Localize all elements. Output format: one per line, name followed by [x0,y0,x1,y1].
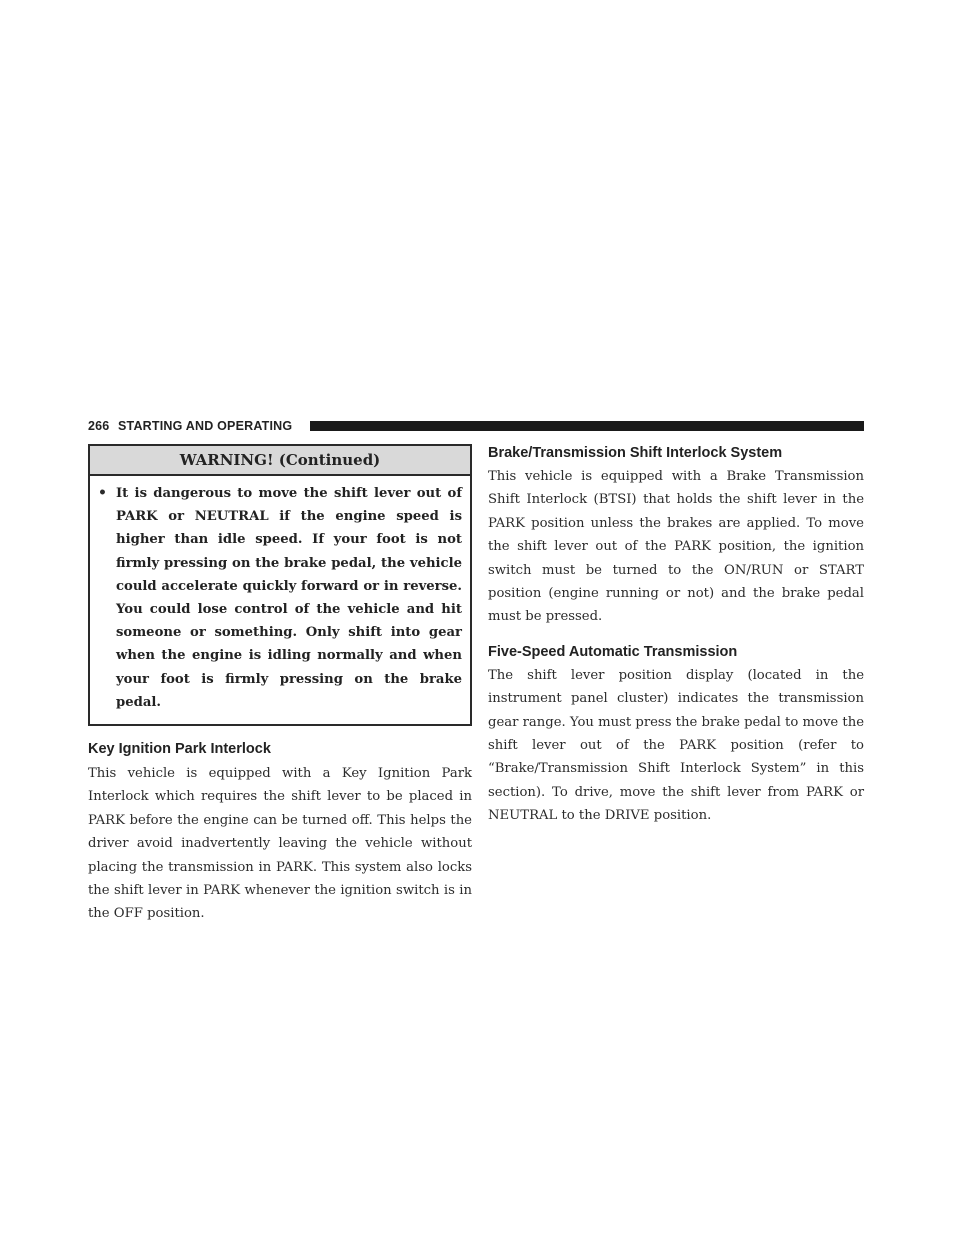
right-column [488,444,864,828]
heading-brake-transmission-shift-interlock: Brake/Transmission Shift Interlock System [488,445,783,461]
paragraph-brake-transmission-shift-interlock: This vehicle is equipped with a Brake Transmission Shift Interlock (BTSI) that holds the shift lever in the PARK position unless the brakes are applied. To move the shift lever out of the PARK position, the ignition switch must be turned to the ON/RUN or START position (engine running or not) and the brake pedal must be pressed. [488,469,864,625]
page-header [88,418,864,434]
paragraph-five-speed-automatic-transmission: The shift lever position display (located in the instrument panel cluster) indicates the transmission gear range. You must press the brake pedal to move the shift lever out of the PARK position (refer to “Brake/Transmission Shift Interlock System” in this section). To drive, move the shift lever from PARK or NEUTRAL to the DRIVE position. [488,667,864,824]
warning-bullet-item [98,482,462,714]
warning-box [88,444,472,726]
heading-five-speed-automatic-transmission: Five-Speed Automatic Transmission [488,643,738,660]
page-number: 266 [88,419,110,433]
warning-body [90,476,470,724]
paragraph-key-ignition-park-interlock: This vehicle is equipped with a Key Ignition Park Interlock which requires the shift lever to be placed in PARK before the engine can be turned off. This helps the driver avoid inadvertently leaving the vehicle without placing the transmission in PARK. This system also locks the shift lever in PARK whenever the ignition switch is in the OFF position. [88,766,472,922]
section-title: STARTING AND OPERATING [118,419,293,433]
left-column [88,444,472,926]
heading-key-ignition-park-interlock: Key Ignition Park Interlock [88,741,271,758]
warning-text: It is dangerous to move the shift lever out of PARK or NEUTRAL if the engine speed is higher than idle speed. If your foot is not firmly pressing on the brake pedal, the vehicle could accelerate quickly forward or in reverse. You could lose control of the vehicle and hit someone or something. Only shift into gear when the engine is idling normally and when your foot is firmly pressing on the brake pedal. [116,486,462,710]
warning-title: WARNING! (Continued) [90,446,470,476]
header-rule [310,421,864,431]
bullet-icon: • [98,485,107,501]
